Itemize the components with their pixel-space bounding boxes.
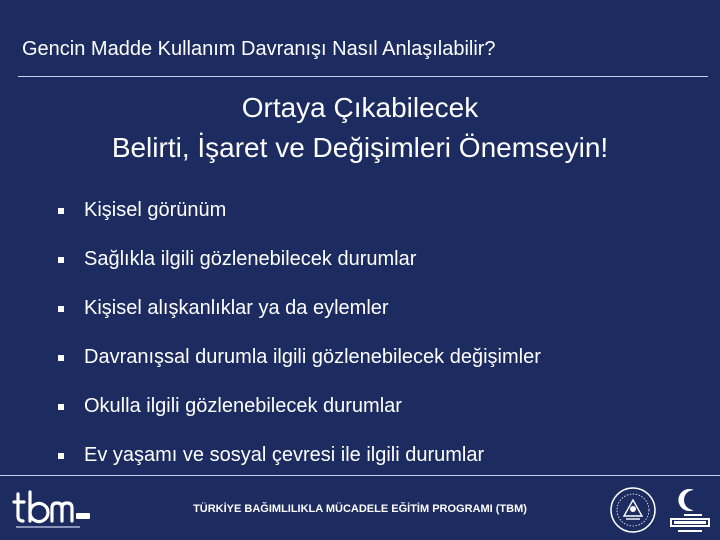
footer-divider [0,475,720,476]
bullet-item [58,431,541,480]
square-bullet-icon [58,355,64,361]
ministry-emblem-icon [608,485,658,535]
bullet-item [58,186,541,235]
bullet-item [58,333,541,382]
bullet-text: Davranışsal durumla ilgili gözlenebilecek değişimler [84,346,541,368]
bullet-text: Kişisel görünüm [84,199,227,221]
yesilay-logo [664,484,714,538]
square-bullet-icon [58,257,64,263]
bullet-text: Okulla ilgili gözlenebilecek durumlar [84,395,402,417]
bullet-list [58,186,541,480]
bullet-item [58,284,541,333]
bullet-text: Ev yaşamı ve sosyal çevresi ile ilgili durumlar [84,444,485,466]
square-bullet-icon [58,453,64,459]
footer-program-text: TÜRKİYE BAĞIMLILIKLA MÜCADELE EĞİTİM PROGRAMI (TBM) [193,503,527,515]
main-title-line-2: Belirti, İşaret ve Değişimleri Önemseyin! [111,132,609,163]
bullet-text: Sağlıkla ilgili gözlenebilecek durumlar [84,248,417,270]
bullet-item [58,382,541,431]
square-bullet-icon [58,306,64,312]
slide-header-title: Gencin Madde Kullanım Davranışı Nasıl Anlaşılabilir? [22,38,496,60]
header-divider [18,76,708,77]
slide-main-title [0,88,720,168]
square-bullet-icon [58,404,64,410]
bullet-item [58,235,541,284]
main-title-line-1: Ortaya Çıkabilecek [241,92,479,123]
square-bullet-icon [58,208,64,214]
bullet-text: Kişisel alışkanlıklar ya da eylemler [84,297,389,319]
